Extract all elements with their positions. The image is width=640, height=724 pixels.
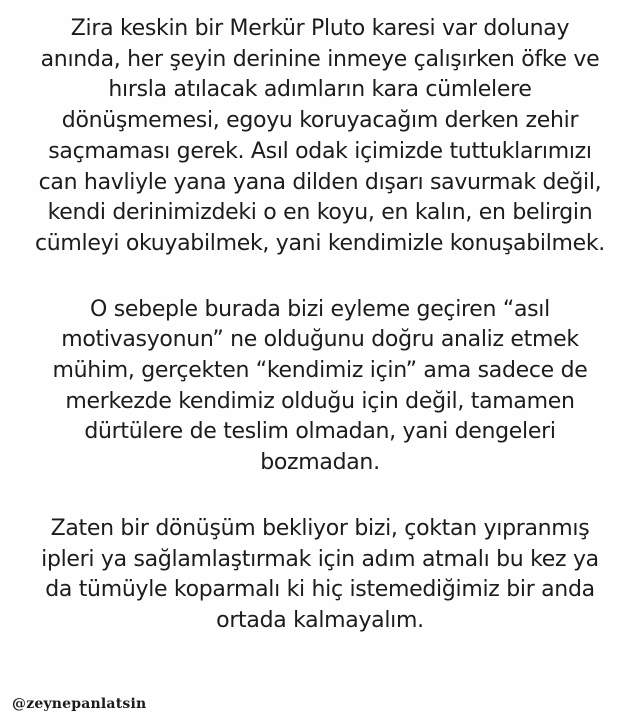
- text-line: saçmaması gerek. Asıl odak içimizde tuttuklarımızı: [48, 138, 592, 164]
- text-line: motivasyonun” ne olduğunu doğru analiz etmek: [61, 327, 579, 353]
- text-line: kendi derinimizdeki o en koyu, en kalın, en belirgin: [47, 200, 593, 226]
- text-line: cümleyi okuyabilmek, yani kendimizle konuşabilmek.: [34, 230, 606, 256]
- text-line: Zira keskin bir Merkür Pluto karesi var dolunay: [70, 16, 570, 41]
- text-line: O sebeple burada bizi eyleme geçiren “asıl: [90, 296, 550, 322]
- text-line: Zaten bir dönüşüm bekliyor bizi, çoktan yıpranmış: [50, 515, 590, 541]
- text-line: mühim, gerçekten “kendimiz için” ama sadece de: [52, 358, 588, 384]
- text-line: hırsla atılacak adımların kara cümlelere: [108, 77, 532, 103]
- text-line: anında, her şeyin derinine inmeye çalışırken öfke ve: [40, 46, 600, 72]
- text-line: da tümüyle koparmalı ki hiç istemediğimiz bir anda: [45, 577, 595, 603]
- text-line: merkezde kendimiz olduğu için değil, tamamen: [65, 388, 575, 414]
- text-line: can havliyle yana yana dilden dışarı savurmak değil,: [38, 169, 602, 195]
- text-line: bozmadan.: [260, 450, 380, 476]
- text-line: ipleri ya sağlamlaştırmak için adım atmalı bu kez ya: [41, 546, 599, 572]
- text-line: ortada kalmayalım.: [216, 607, 424, 633]
- paragraph-1: [22, 14, 618, 260]
- author-handle: @zeynepanlatsin: [12, 696, 147, 712]
- paragraph-3: [22, 514, 618, 637]
- text-line: dürtülere de teslim olmadan, yani dengeleri: [84, 419, 556, 445]
- text-line: dönüşmemesi, egoyu koruyacağım derken zehir: [61, 108, 579, 134]
- paragraph-2: [22, 295, 618, 479]
